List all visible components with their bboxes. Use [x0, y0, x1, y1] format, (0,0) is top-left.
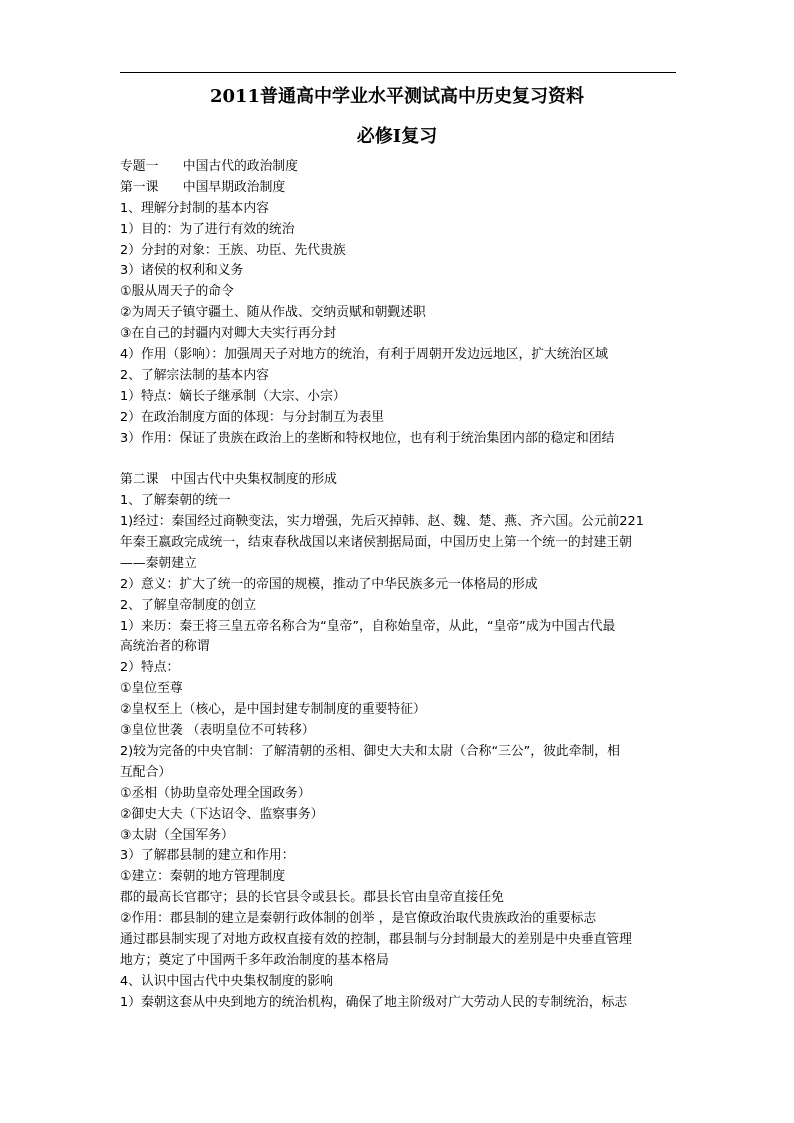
text-line: 2）在政治制度方面的体现：与分封制互为表里 [120, 409, 385, 425]
text-line: 1）秦朝这套从中央到地方的统治机构，确保了地主阶级对广大劳动人民的专制统治，标志 [120, 994, 628, 1010]
text-line: ①丞相（协助皇帝处理全国政务） [120, 785, 311, 801]
text-line: ③皇位世袭 （表明皇位不可转移） [120, 723, 315, 739]
text-line: 通过郡县制实现了对地方政权直接有效的控制，郡县制与分封制最大的差别是中央垂直管理 [120, 931, 632, 947]
text-line: 1、理解分封制的基本内容 [120, 200, 269, 216]
text-line: 互配合） [120, 764, 172, 780]
text-line: ②御史大夫（下达诏令、监察事务） [120, 806, 324, 822]
text-line: 年秦王嬴政完成统一，结束春秋战国以来诸侯割据局面，中国历史上第一个统一的封建王朝 [120, 535, 632, 551]
text-line: 1、了解秦朝的统一 [120, 493, 231, 509]
text-line: 1）目的：为了进行有效的统治 [120, 221, 295, 237]
document-body [120, 157, 678, 1014]
text-line: 3）诸侯的权利和义务 [120, 263, 244, 279]
text-line: ①建立：秦朝的地方管理制度 [120, 869, 286, 885]
text-line: 高统治者的称谓 [120, 639, 210, 655]
text-line: 4）作用（影响）：加强周天子对地方的统治，有利于周朝开发边远地区，扩大统治区域 [120, 347, 609, 363]
text-line: 2）意义：扩大了统一的帝国的规模，推动了中华民族多元一体格局的形成 [120, 576, 538, 592]
text-line: ②为周天子镇守疆土、随从作战、交纳贡赋和朝觐述职 [120, 305, 426, 321]
text-line: 第二课 中国古代中央集权制度的形成 [120, 472, 337, 488]
text-line: 2）分封的对象：王族、功臣、先代贵族 [120, 242, 346, 258]
text-line: 1)经过：秦国经过商鞅变法，实力增强，先后灭掉韩、赵、魏、楚、燕、齐六国。公元前221 [120, 514, 644, 530]
text-line: 2)较为完备的中央官制：了解清朝的丞相、御史大夫和太尉（合称“三公”，彼此牵制，相 [120, 743, 620, 759]
text-line: 4、认识中国古代中央集权制度的影响 [120, 973, 333, 989]
text-line: 郡的最高长官郡守；县的长官县令或县长。郡县长官由皇帝直接任免 [120, 890, 504, 906]
text-line: 3）作用：保证了贵族在政治上的垄断和特权地位，也有利于统治集团内部的稳定和团结 [120, 430, 615, 446]
text-line: 1）来历：秦王将三皇五帝名称合为“皇帝”，自称始皇帝，从此，“皇帝”成为中国古代最 [120, 618, 616, 634]
text-line: 1）特点：嫡长子继承制（大宗、小宗） [120, 388, 346, 404]
header-rule [120, 72, 676, 73]
text-line: 2、了解皇帝制度的创立 [120, 597, 257, 613]
text-line: ②皇权至上（核心，是中国封建专制制度的重要特征） [120, 702, 426, 718]
blank-line [120, 449, 678, 470]
text-line: 第一课 中国早期政治制度 [120, 179, 286, 195]
text-line: 3）了解郡县制的建立和作用： [120, 848, 295, 864]
text-line: 地方；奠定了中国两千多年政治制度的基本格局 [120, 952, 389, 968]
text-line: 2）特点： [120, 660, 180, 676]
document-title: 2011普通高中学业水平测试高中历史复习资料 [209, 86, 585, 107]
text-line: ①皇位至尊 [120, 681, 183, 697]
text-line: ②作用：郡县制的建立是秦朝行政体制的创举 ，是官僚政治取代贵族政治的重要标志 [120, 911, 597, 927]
text-line: ——秦朝建立 [120, 555, 197, 571]
document-subtitle: 必修Ⅰ复习 [356, 126, 438, 147]
text-line: 专题一 中国古代的政治制度 [120, 159, 298, 174]
text-line: 2、了解宗法制的基本内容 [120, 367, 269, 383]
text-line: ①服从周天子的命令 [120, 284, 234, 300]
text-line: ③太尉（全国军务） [120, 827, 234, 843]
text-line: ③在自己的封疆内对卿大夫实行再分封 [120, 326, 337, 342]
